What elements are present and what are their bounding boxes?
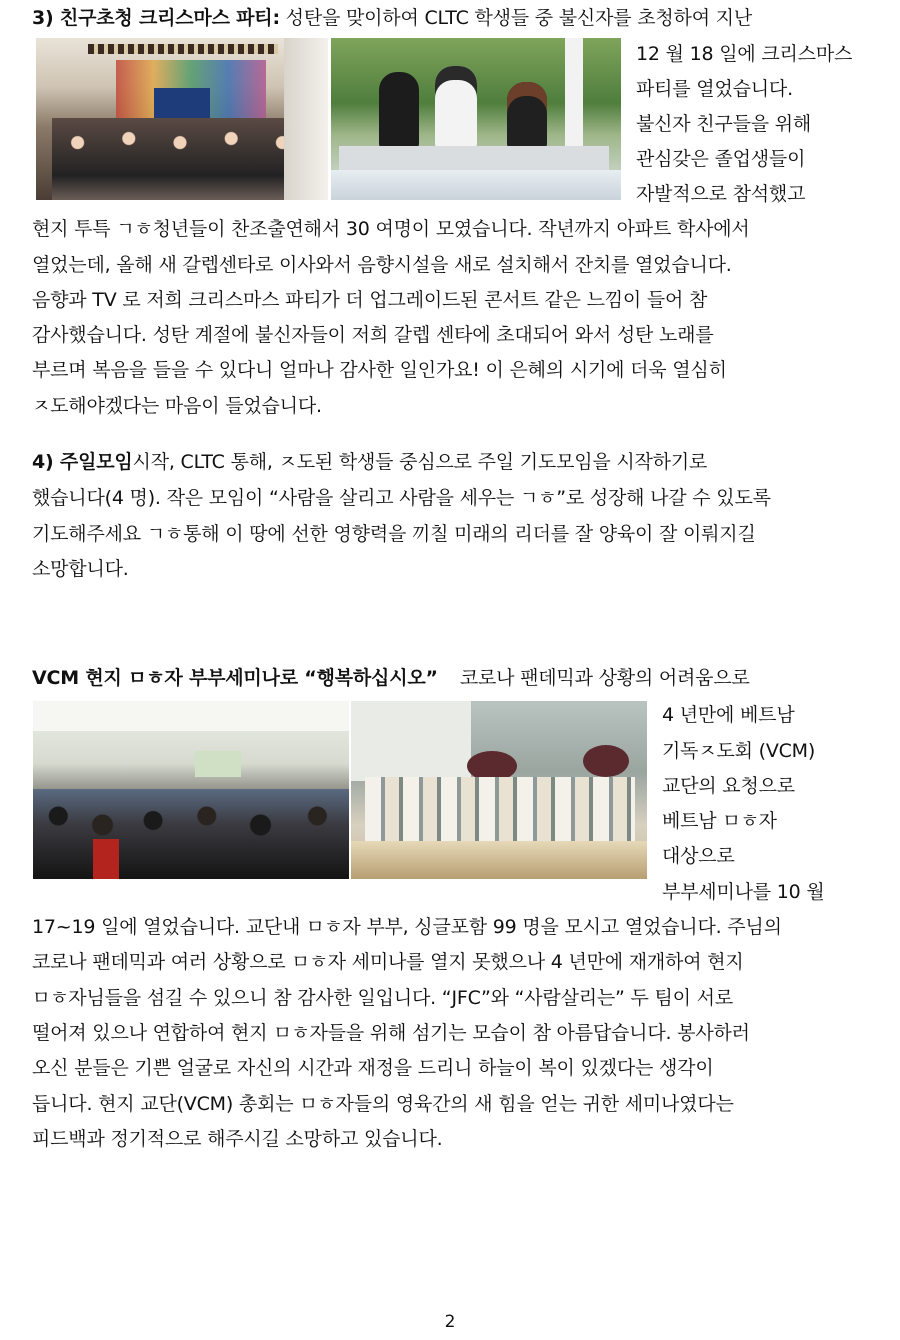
vcm-body-line: ㅁㅎ자님들을 섬길 수 있으니 참 감사한 일입니다. “JFC”와 “사람살리는” 두 팀이 서로 bbox=[32, 987, 733, 1009]
section3-body-line: 음향과 TV 로 저희 크리스마스 파티가 더 업그레이드된 콘서트 같은 느낌이 들어 참 bbox=[32, 289, 708, 311]
section4-body-line: 기도해주세요 ㄱㅎ통해 이 땅에 선한 영향력을 끼칠 미래의 리더를 잘 양육이 잘 이뤄지길 bbox=[32, 523, 756, 545]
section4-body-line: 소망합니다. bbox=[32, 558, 129, 580]
section3-side-line: 관심갖은 졸업생들이 bbox=[636, 148, 806, 170]
vcm-heading: VCM 현지 ㅁㅎ자 부부세미나로 “행복하십시오” bbox=[32, 667, 438, 689]
section4-body-line: 했습니다(4 명). 작은 모임이 “사람을 살리고 사람을 세우는 ㄱㅎ”로 성장해 나갈 수 있도록 bbox=[32, 487, 771, 509]
vcm-side-line: 부부세미나를 10 월 bbox=[662, 881, 825, 903]
section4-intro-text: 시작, CLTC 통해, ㅈ도된 학생들 중심으로 주일 기도모임을 시작하기로 bbox=[132, 451, 708, 473]
section3-intro-text: 성탄을 맞이하여 CLTC 학생들 중 불신자를 초청하여 지난 bbox=[279, 7, 752, 29]
section3-side-line: 불신자 친구들을 위해 bbox=[636, 113, 812, 135]
section3-body-line: 부르며 복음을 들을 수 있다니 얼마나 감사한 일인가요! 이 은혜의 시기에 더욱 열심히 bbox=[32, 359, 727, 381]
vcm-body-line: 코로나 팬데믹과 여러 상황으로 ㅁㅎ자 세미나를 열지 못했으나 4 년만에 재개하여 현지 bbox=[32, 951, 744, 973]
section3-heading: 3) 친구초청 크리스마스 파티: bbox=[32, 7, 280, 29]
vcm-body-line: 오신 분들은 기쁜 얼굴로 자신의 시간과 재정을 드리니 하늘이 복이 있겠다는 생각이 bbox=[32, 1057, 714, 1079]
section3-side-line: 자발적으로 참석했고 bbox=[636, 183, 806, 205]
vcm-side-line: 4 년만에 베트남 bbox=[662, 704, 795, 726]
vcm-body-line: 떨어져 있으나 연합하여 현지 ㅁㅎ자들을 위해 섬기는 모습이 참 아름답습니다. 봉사하러 bbox=[32, 1022, 750, 1044]
gift-table-photo bbox=[351, 701, 647, 879]
section4-heading: 4) 주일모임 bbox=[32, 451, 133, 473]
section3-body-line: 감사했습니다. 성탄 계절에 불신자들이 저희 갈렙 센타에 초대되어 와서 성탄 노래를 bbox=[32, 324, 714, 346]
section3-side-line: 12 월 18 일에 크리스마스 bbox=[636, 43, 853, 65]
vcm-side-line: 기독ㅈ도회 (VCM) bbox=[662, 740, 816, 762]
section3-body-line: ㅈ도해야겠다는 마음이 들었습니다. bbox=[32, 395, 322, 417]
vcm-side-line: 베트남 ㅁㅎ자 bbox=[662, 810, 777, 832]
vcm-side-line: 교단의 요청으로 bbox=[662, 775, 795, 797]
vcm-side-line: 대상으로 bbox=[662, 845, 735, 867]
page-number: 2 bbox=[444, 1312, 456, 1332]
vcm-first-line bbox=[32, 666, 750, 690]
christmas-party-group-photo bbox=[36, 38, 328, 200]
section3-first-line bbox=[32, 6, 752, 30]
vcm-body-line: 듭니다. 현지 교단(VCM) 총회는 ㅁㅎ자들의 영육간의 새 힘을 얻는 귀한 세미나였다는 bbox=[32, 1093, 734, 1115]
vcm-intro-text: 코로나 팬데믹과 상황의 어려움으로 bbox=[459, 667, 750, 689]
vcm-body-line: 피드백과 정기적으로 해주시길 소망하고 있습니다. bbox=[32, 1128, 443, 1150]
christmas-party-cooking-photo bbox=[331, 38, 621, 200]
section3-body-line: 현지 투특 ㄱㅎ청년들이 찬조출연해서 30 여명이 모였습니다. 작년까지 아파트 학사에서 bbox=[32, 218, 750, 240]
section3-side-line: 파티를 열었습니다. bbox=[636, 78, 793, 100]
section3-body-line: 열었는데, 올해 새 갈렙센타로 이사와서 음향시설을 새로 설치해서 잔치를 열었습니다. bbox=[32, 254, 732, 276]
section4-first-line bbox=[32, 450, 707, 474]
vcm-body-line: 17~19 일에 열었습니다. 교단내 ㅁㅎ자 부부, 싱글포함 99 명을 모시고 열었습니다. 주님의 bbox=[32, 916, 782, 938]
seminar-hall-photo bbox=[33, 701, 349, 879]
